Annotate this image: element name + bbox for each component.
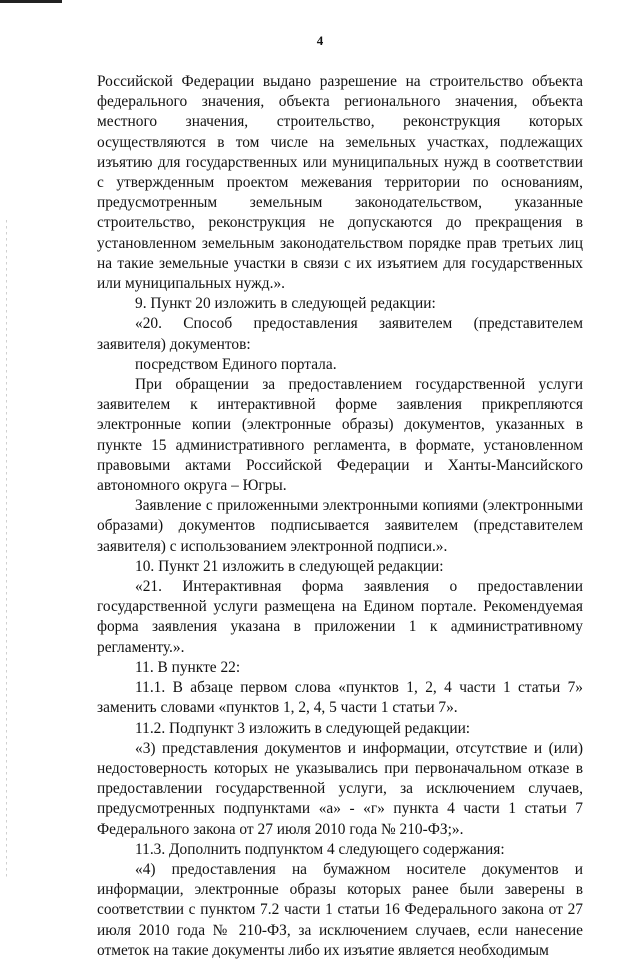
paragraph-item-9: 9. Пункт 20 изложить в следующей редакции:: [135, 295, 436, 313]
paragraph-item-11-2: 11.2. Подпункт 3 изложить в следующей редакции:: [135, 719, 471, 737]
document-body: [97, 72, 583, 961]
paragraph-subitem-3: «3) представления документов и информации, отсутствие и (или) недостоверность которых не указывались при первоначальном отказе в предоставлении государственной услуги, за исключением случаев, предусмотренных подпунктами «а» - «г» пункта 4 части 1 статьи 7 Федерального закона от 27 июля 2010 года № 210-ФЗ;».: [97, 739, 583, 838]
paragraph-item-11-3: 11.3. Дополнить подпунктом 4 следующего содержания:: [135, 840, 505, 858]
paragraph-point-21: «21. Интерактивная форма заявления о предоставлении государственной услуги размещена на Едином портале. Рекомендуемая форма заявления указана в приложении 1 к административному регламенту.».: [97, 578, 583, 656]
paragraph-signature: Заявление с приложенными электронными копиями (электронными образами) документов подписывается заявителем (представителем заявителя) с использованием электронной подписи.».: [97, 497, 583, 555]
paragraph-subitem-4: «4) предоставления на бумажном носителе документов и информации, электронные образы которых ранее были заверены в соответствии с пунктом 7.2 части 1 статьи 16 Федерального закона от 27 июля 2010 года № 210-ФЗ, за исключением случаев, если нанесение отметок на такие документы либо их изъятие является необходимым: [97, 860, 583, 959]
paragraph-application: При обращении за предоставлением государственной услуги заявителем к интерактивной форме заявления прикрепляются электронные копии (электронные образы) документов, указанных в пункте 15 административного регламента, в формате, установленном правовыми актами Российской Федерации и Ханты-Мансийского автономного округа – Югры.: [97, 376, 583, 495]
paragraph-item-11-1: 11.1. В абзаце первом слова «пунктов 1, 2, 4 части 1 статьи 7» заменить словами «пунктов 1, 2, 4, 5 части 1 статьи 7».: [97, 679, 583, 717]
paragraph-item-10: 10. Пункт 21 изложить в следующей редакции:: [135, 557, 444, 575]
paragraph-continuation: Российской Федерации выдано разрешение на строительство объекта федерального значения, объекта регионального значения, объекта местного значения, строительство, реконструкция которых осуществляются в том числе на земельных участках, подлежащих изъятию для государственных или муниципальных нужд в соответствии с утвержденным проектом межевания территории по основаниям, предусмотренным земельным законодательством, указанные строительство, реконструкция не допускаются до прекращения в установленном земельным законодательством порядке прав третьих лиц на такие земельные участки в связи с их изъятием для государственных или муниципальных нужд.».: [97, 73, 583, 293]
scan-edge-line: [0, 0, 62, 3]
paragraph-item-11: 11. В пункте 22:: [135, 658, 241, 676]
scan-margin-marks: [6, 220, 7, 880]
paragraph-portal: посредством Единого портала.: [135, 355, 337, 373]
page-number: 4: [316, 33, 324, 48]
paragraph-point-20: «20. Способ предоставления заявителем (представителем заявителя) документов:: [97, 315, 583, 353]
